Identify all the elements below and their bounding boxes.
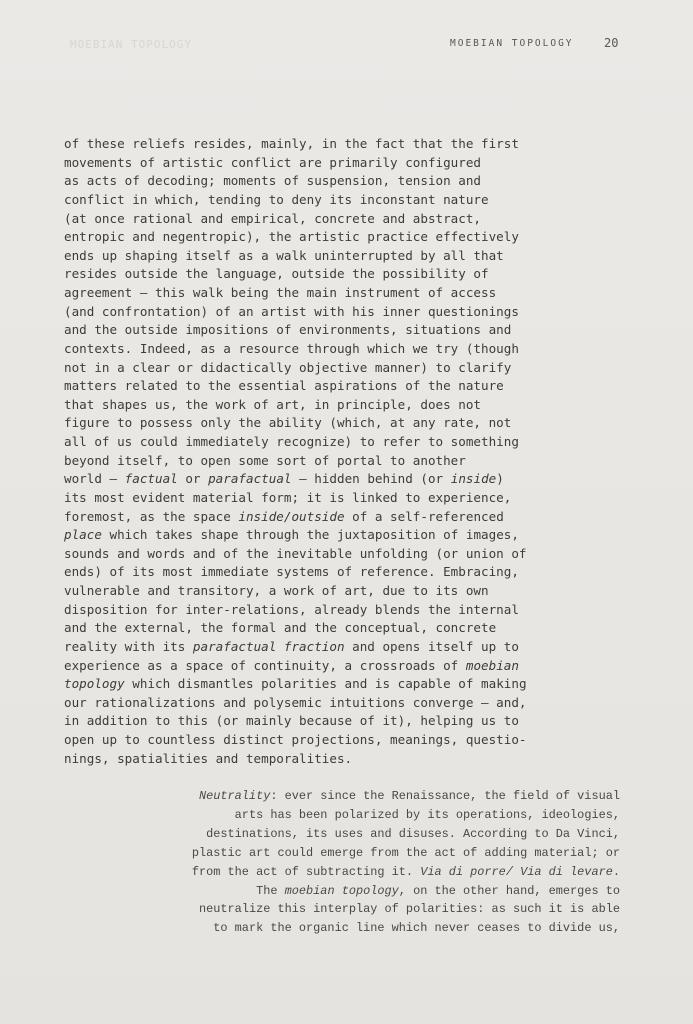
body-line: [64, 619, 534, 638]
italic-text: moebian: [465, 657, 519, 673]
body-line: [64, 470, 534, 489]
text-run: .: [612, 864, 620, 879]
body-line: [64, 657, 534, 676]
body-line: [64, 563, 534, 582]
note-line: [150, 825, 620, 844]
body-line: [64, 508, 534, 527]
body-line: [64, 191, 534, 210]
body-line: [64, 433, 534, 452]
text-run: experience as a space of continuity, a crossroads of: [64, 657, 466, 673]
italic-text: topology: [64, 676, 125, 692]
italic-text: inside/outside: [238, 508, 345, 524]
text-run: ends up shaping itself as a walk uninterrupted by all that: [64, 247, 504, 263]
text-run: of these reliefs resides, mainly, in the fact that the first: [64, 136, 519, 151]
body-line: [64, 135, 534, 154]
body-line: [64, 545, 534, 564]
italic-text: parafactual: [208, 471, 292, 487]
text-run: entropic and negentropic), the artistic practice effectively: [64, 229, 519, 245]
page-number: 20: [604, 36, 619, 50]
text-run: or: [177, 471, 209, 487]
note-line: [150, 863, 620, 882]
note-line: [150, 882, 620, 901]
body-line: [64, 601, 534, 620]
body-line: [64, 321, 534, 340]
text-run: in addition to this (or mainly because of it), helping us to: [64, 713, 519, 729]
body-line: [64, 377, 534, 396]
text-run: open up to countless distinct projections, meanings, questio-: [64, 732, 527, 747]
note-line: [150, 900, 620, 919]
body-line: [64, 284, 534, 303]
body-line: [64, 396, 534, 415]
text-run: not in a clear or didactically objective manner) to clarify: [64, 359, 512, 375]
running-title: MOEBIAN TOPOLOGY: [450, 38, 574, 49]
body-line: [64, 154, 534, 173]
text-run: matters related to the essential aspirations of the nature: [64, 378, 504, 394]
text-run: ends) of its most immediate systems of reference. Embracing,: [64, 564, 519, 580]
text-run: world –: [64, 471, 125, 487]
body-line: [64, 452, 534, 471]
show-through-text: MOEBIAN TOPOLOGY: [70, 38, 192, 51]
text-run: of a self-referenced: [344, 508, 504, 524]
body-line: [64, 526, 534, 545]
body-line: [64, 340, 534, 359]
note-line: [150, 806, 620, 825]
body-text: [64, 135, 534, 768]
note-line: [150, 919, 620, 938]
body-line: [64, 731, 534, 750]
text-run: beyond itself, to open some sort of portal to another: [64, 452, 466, 468]
italic-text: place: [64, 527, 102, 543]
text-run: which takes shape through the juxtaposition of images,: [101, 527, 519, 543]
text-run: (and confrontation) of an artist with his inner questionings: [64, 303, 519, 319]
text-run: conflict in which, tending to deny its inconstant nature: [64, 191, 489, 207]
text-run: : ever since the Renaissance, the field of visual: [270, 789, 620, 803]
text-run: figure to possess only the ability (which, at any rate, not: [64, 415, 512, 431]
note-line: [150, 787, 620, 806]
italic-text: factual: [124, 471, 178, 487]
text-run: that shapes us, the work of art, in principle, does not: [64, 396, 482, 412]
body-line: [64, 638, 534, 657]
text-run: and opens itself up to: [344, 638, 519, 654]
text-run: reality with its: [64, 638, 193, 654]
text-run: sounds and words and of the inevitable unfolding (or union of: [64, 545, 527, 561]
body-line: [64, 712, 534, 731]
body-line: [64, 694, 534, 713]
text-run: ): [496, 471, 504, 487]
italic-text: inside: [450, 471, 497, 487]
text-run: destinations, its uses and disuses. According to Da Vinci,: [206, 826, 620, 841]
note-line: [150, 844, 620, 863]
body-line: [64, 675, 534, 694]
body-line: [64, 359, 534, 378]
body-line: [64, 172, 534, 191]
body-line: [64, 228, 534, 247]
text-run: which dismantles polarities and is capable of making: [124, 676, 527, 692]
text-run: as acts of decoding; moments of suspension, tension and: [64, 173, 482, 189]
body-line: [64, 489, 534, 508]
text-run: (at once rational and empirical, concrete and abstract,: [64, 210, 482, 226]
italic-text: moebian topology: [284, 883, 399, 898]
text-run: all of us could immediately recognize) to refer to something: [64, 434, 519, 449]
italic-text: parafactual fraction: [192, 638, 345, 654]
text-run: disposition for inter-relations, already blends the internal: [64, 601, 519, 617]
text-run: foremost, as the space: [64, 508, 239, 524]
text-run: from the act of subtracting it.: [191, 864, 421, 879]
body-line: [64, 303, 534, 322]
text-run: and the external, the formal and the conceptual, concrete: [64, 620, 497, 636]
text-run: and the outside impositions of environments, situations and: [64, 322, 512, 338]
text-run: our rationalizations and polysemic intuitions converge – and,: [64, 694, 527, 710]
text-run: its most evident material form; it is linked to experience,: [64, 489, 512, 505]
text-run: plastic art could emerge from the act of adding material; or: [191, 845, 620, 860]
text-run: – hidden behind (or: [291, 471, 451, 487]
text-run: nings, spatialities and temporalities.: [64, 750, 353, 766]
text-run: The: [256, 883, 285, 898]
body-line: [64, 247, 534, 266]
body-line: [64, 265, 534, 284]
body-line: [64, 582, 534, 601]
text-run: agreement – this walk being the main instrument of access: [64, 285, 497, 300]
body-line: [64, 414, 534, 433]
text-run: neutralize this interplay of polarities: as such it is able: [199, 902, 620, 917]
italic-text: Via di porre/ Via di levare: [420, 864, 613, 879]
text-run: arts has been polarized by its operations, ideologies,: [234, 807, 620, 822]
italic-text: Neutrality: [198, 789, 271, 803]
text-run: contexts. Indeed, as a resource through which we try (though: [64, 340, 519, 356]
text-run: movements of artistic conflict are primarily configured: [64, 154, 482, 170]
side-note: [150, 787, 620, 938]
body-line: [64, 210, 534, 229]
text-run: vulnerable and transitory, a work of art, due to its own: [64, 583, 489, 598]
text-run: , on the other hand, emerges to: [398, 883, 620, 898]
body-line: [64, 750, 534, 769]
text-run: to mark the organic line which never ceases to divide us,: [213, 921, 620, 936]
text-run: resides outside the language, outside the possibility of: [64, 266, 489, 282]
